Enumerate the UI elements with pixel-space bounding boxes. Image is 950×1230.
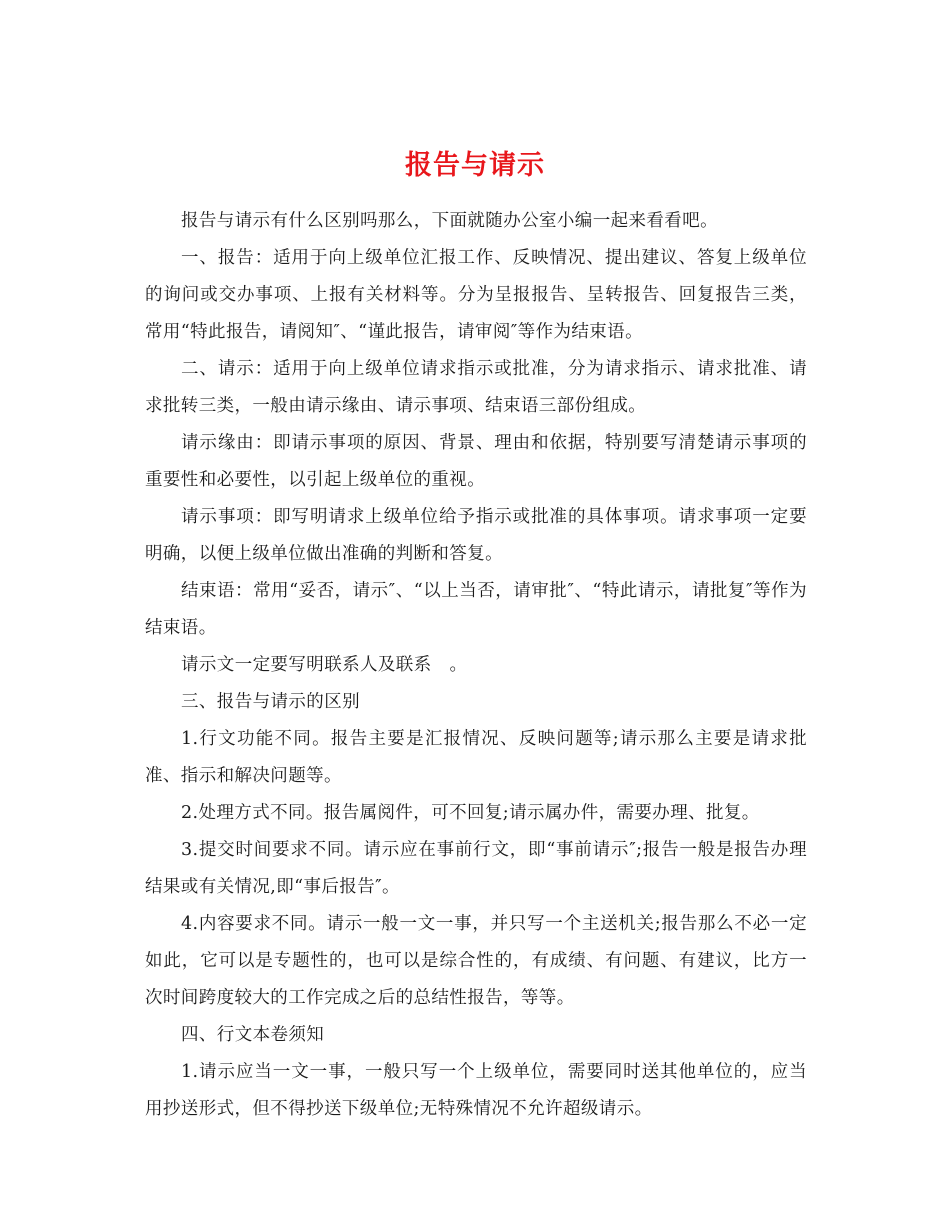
paragraph-request-definition: 二、请示：适用于向上级单位请求指示或批准，分为请求指示、请求批准、请求批转三类，一般由请示缘由、请示事项、结束语三部份组成。 <box>145 359 807 416</box>
paragraph-difference-3: 3.提交时间要求不同。请示应在事前行文，即“事前请示″;报告一般是报告办理结果或有关情况,即“事后报告″。 <box>145 840 807 897</box>
paragraph-difference-4: 4.内容要求不同。请示一般一文一事，并只写一个主送机关;报告那么不必一定如此，它可以是专题性的，也可以是综合性的，有成绩、有问题、有建议，比方一次时间跨度较大的工作完成之后的总结性报告，等等。 <box>145 914 807 1008</box>
paragraph-contact-note: 请示文一定要写明联系人及联系 。 <box>181 655 468 675</box>
paragraph-difference-1: 1.行文功能不同。报告主要是汇报情况、反映问题等;请示那么主要是请求批准、指示和解决问题等。 <box>145 729 807 786</box>
paragraph-report-definition: 一、报告：适用于向上级单位汇报工作、反映情况、提出建议、答复上级单位的询问或交办事项、上报有关材料等。分为呈报报告、呈转报告、回复报告三类，常用“特此报告，请阅知″、“谨此报告，请审阅″等作为结束语。 <box>145 248 807 342</box>
paragraph-intro: 报告与请示有什么区别吗那么，下面就随办公室小编一起来看看吧。 <box>181 211 718 231</box>
paragraph-difference-2: 2.处理方式不同。报告属阅件，可不回复;请示属办件，需要办理、批复。 <box>181 803 760 823</box>
section-heading-notes: 四、行文本卷须知 <box>181 1025 325 1045</box>
paragraph-request-reason: 请示缘由：即请示事项的原因、背景、理由和依据，特别要写清楚请示事项的重要性和必要性，以引起上级单位的重视。 <box>145 433 807 490</box>
paragraph-closing-phrase: 结束语：常用“妥否，请示″、“以上当否，请审批″、“特此请示，请批复″等作为结束语。 <box>145 581 807 638</box>
paragraph-request-items: 请示事项：即写明请求上级单位给予指示或批准的具体事项。请求事项一定要明确，以便上级单位做出准确的判断和答复。 <box>145 507 807 564</box>
paragraph-note-1: 1.请示应当一文一事，一般只写一个上级单位，需要同时送其他单位的，应当用抄送形式，但不得抄送下级单位;无特殊情况不允许超级请示。 <box>145 1062 807 1119</box>
document-body <box>145 203 807 1128</box>
section-heading-differences: 三、报告与请示的区别 <box>181 692 360 712</box>
document-title: 报告与请示 <box>405 150 545 182</box>
